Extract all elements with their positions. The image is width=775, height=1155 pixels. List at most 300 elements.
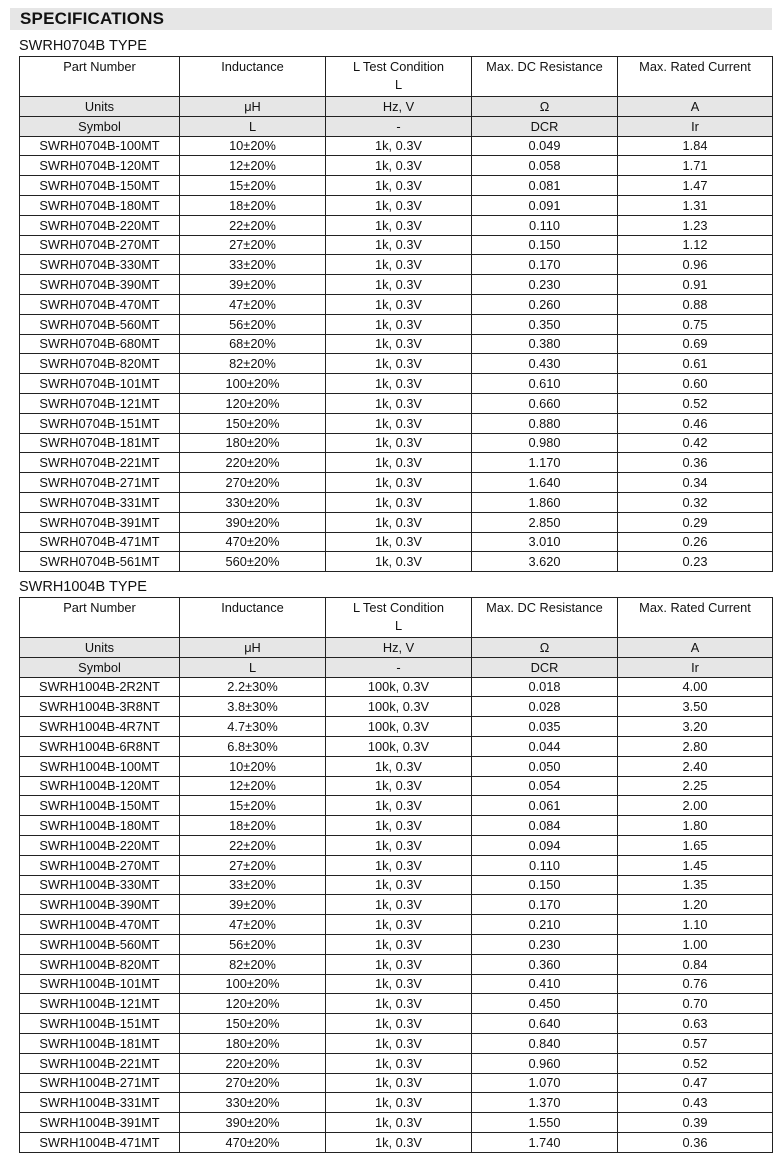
dcr-cell: 0.260 — [472, 294, 618, 314]
inductance-cell: 47±20% — [180, 294, 326, 314]
symbol-cell: Ir — [618, 116, 773, 136]
inductance-cell: 10±20% — [180, 136, 326, 156]
inductance-cell: 100±20% — [180, 974, 326, 994]
table-row — [20, 552, 773, 572]
inductance-cell: 82±20% — [180, 954, 326, 974]
table-row — [20, 756, 773, 776]
test-condition-cell: 1k, 0.3V — [326, 994, 472, 1014]
rated-current-cell: 1.71 — [618, 156, 773, 176]
inductance-cell: 100±20% — [180, 374, 326, 394]
rated-current-cell: 0.84 — [618, 954, 773, 974]
rated-current-cell: 0.96 — [618, 255, 773, 275]
dcr-cell: 0.081 — [472, 176, 618, 196]
rated-current-cell: 0.52 — [618, 1053, 773, 1073]
test-condition-cell: 1k, 0.3V — [326, 875, 472, 895]
part-number-cell: SWRH1004B-560MT — [20, 934, 180, 954]
test-condition-cell: 1k, 0.3V — [326, 1073, 472, 1093]
inductance-cell: 330±20% — [180, 1093, 326, 1113]
rated-current-cell: 0.29 — [618, 512, 773, 532]
inductance-cell: 39±20% — [180, 275, 326, 295]
dcr-cell: 0.110 — [472, 215, 618, 235]
table-row — [20, 453, 773, 473]
test-condition-cell: 1k, 0.3V — [326, 756, 472, 776]
dcr-cell: 1.370 — [472, 1093, 618, 1113]
symbol-cell: Symbol — [20, 116, 180, 136]
part-number-cell: SWRH0704B-181MT — [20, 433, 180, 453]
inductance-cell: 33±20% — [180, 255, 326, 275]
part-number-cell: SWRH0704B-471MT — [20, 532, 180, 552]
header-row — [20, 598, 773, 638]
units-cell: Ω — [472, 638, 618, 658]
inductance-cell: 330±20% — [180, 492, 326, 512]
header-inductance: Inductance — [180, 598, 326, 638]
test-condition-cell: 1k, 0.3V — [326, 215, 472, 235]
inductance-cell: 220±20% — [180, 453, 326, 473]
header-test-condition — [326, 598, 472, 638]
part-number-cell: SWRH0704B-271MT — [20, 473, 180, 493]
inductance-cell: 15±20% — [180, 176, 326, 196]
dcr-cell: 0.058 — [472, 156, 618, 176]
table-row — [20, 915, 773, 935]
inductance-cell: 180±20% — [180, 433, 326, 453]
inductance-cell: 12±20% — [180, 156, 326, 176]
part-number-cell: SWRH0704B-100MT — [20, 136, 180, 156]
inductance-cell: 4.7±30% — [180, 717, 326, 737]
part-number-cell: SWRH0704B-150MT — [20, 176, 180, 196]
symbol-cell: Symbol — [20, 657, 180, 677]
units-cell: Ω — [472, 97, 618, 117]
part-number-cell: SWRH1004B-2R2NT — [20, 677, 180, 697]
test-condition-cell: 1k, 0.3V — [326, 796, 472, 816]
symbol-cell: L — [180, 657, 326, 677]
dcr-cell: 0.049 — [472, 136, 618, 156]
table-row — [20, 677, 773, 697]
test-condition-cell: 1k, 0.3V — [326, 552, 472, 572]
test-condition-cell: 1k, 0.3V — [326, 934, 472, 954]
units-cell: Hz, V — [326, 97, 472, 117]
table-row — [20, 796, 773, 816]
table-row — [20, 156, 773, 176]
table-row — [20, 532, 773, 552]
rated-current-cell: 0.42 — [618, 433, 773, 453]
inductance-cell: 47±20% — [180, 915, 326, 935]
table-row — [20, 875, 773, 895]
dcr-cell: 0.840 — [472, 1033, 618, 1053]
dcr-cell: 0.054 — [472, 776, 618, 796]
table-row — [20, 314, 773, 334]
rated-current-cell: 1.47 — [618, 176, 773, 196]
rated-current-cell: 3.50 — [618, 697, 773, 717]
test-condition-cell: 1k, 0.3V — [326, 294, 472, 314]
inductance-cell: 390±20% — [180, 512, 326, 532]
dcr-cell: 0.360 — [472, 954, 618, 974]
part-number-cell: SWRH0704B-220MT — [20, 215, 180, 235]
header-test-condition-label: L Test Condition — [352, 600, 445, 615]
inductance-cell: 3.8±30% — [180, 697, 326, 717]
dcr-cell: 3.620 — [472, 552, 618, 572]
header-test-condition — [326, 57, 472, 97]
part-number-cell: SWRH1004B-270MT — [20, 855, 180, 875]
rated-current-cell: 0.34 — [618, 473, 773, 493]
units-cell: Hz, V — [326, 638, 472, 658]
table-row — [20, 1132, 773, 1152]
test-condition-cell: 1k, 0.3V — [326, 835, 472, 855]
table-row — [20, 994, 773, 1014]
table-row — [20, 697, 773, 717]
test-condition-cell: 1k, 0.3V — [326, 136, 472, 156]
test-condition-cell: 1k, 0.3V — [326, 776, 472, 796]
type-label-swrh1004b: SWRH1004B TYPE — [19, 579, 147, 595]
header-row — [20, 57, 773, 97]
part-number-cell: SWRH1004B-101MT — [20, 974, 180, 994]
table-row — [20, 717, 773, 737]
rated-current-cell: 1.80 — [618, 816, 773, 836]
inductance-cell: 560±20% — [180, 552, 326, 572]
table-row — [20, 393, 773, 413]
test-condition-cell: 1k, 0.3V — [326, 195, 472, 215]
dcr-cell: 0.035 — [472, 717, 618, 737]
table-row — [20, 1053, 773, 1073]
table-row — [20, 934, 773, 954]
part-number-cell: SWRH1004B-220MT — [20, 835, 180, 855]
test-condition-cell: 1k, 0.3V — [326, 393, 472, 413]
dcr-cell: 0.230 — [472, 934, 618, 954]
dcr-cell: 0.094 — [472, 835, 618, 855]
test-condition-cell: 1k, 0.3V — [326, 354, 472, 374]
rated-current-cell: 1.12 — [618, 235, 773, 255]
header-current: Max. Rated Current — [618, 57, 773, 97]
table-row — [20, 354, 773, 374]
rated-current-cell: 0.76 — [618, 974, 773, 994]
table-body — [20, 136, 773, 572]
part-number-cell: SWRH0704B-680MT — [20, 334, 180, 354]
part-number-cell: SWRH0704B-391MT — [20, 512, 180, 532]
inductance-cell: 18±20% — [180, 816, 326, 836]
inductance-cell: 150±20% — [180, 1014, 326, 1034]
table-row — [20, 1033, 773, 1053]
rated-current-cell: 0.61 — [618, 354, 773, 374]
test-condition-cell: 100k, 0.3V — [326, 736, 472, 756]
inductance-cell: 12±20% — [180, 776, 326, 796]
units-cell: Units — [20, 97, 180, 117]
rated-current-cell: 0.46 — [618, 413, 773, 433]
header-dcr: Max. DC Resistance — [472, 57, 618, 97]
dcr-cell: 0.610 — [472, 374, 618, 394]
spec-table-swrh1004b — [19, 597, 773, 1153]
dcr-cell: 1.860 — [472, 492, 618, 512]
dcr-cell: 0.150 — [472, 235, 618, 255]
inductance-cell: 56±20% — [180, 314, 326, 334]
rated-current-cell: 0.52 — [618, 393, 773, 413]
part-number-cell: SWRH1004B-271MT — [20, 1073, 180, 1093]
test-condition-cell: 1k, 0.3V — [326, 235, 472, 255]
rated-current-cell: 0.36 — [618, 453, 773, 473]
table-row — [20, 1093, 773, 1113]
table-row — [20, 736, 773, 756]
inductance-cell: 2.2±30% — [180, 677, 326, 697]
test-condition-cell: 1k, 0.3V — [326, 453, 472, 473]
header-test-condition-sub: L — [394, 77, 403, 92]
part-number-cell: SWRH0704B-390MT — [20, 275, 180, 295]
dcr-cell: 1.740 — [472, 1132, 618, 1152]
part-number-cell: SWRH1004B-390MT — [20, 895, 180, 915]
header-part-number: Part Number — [20, 598, 180, 638]
rated-current-cell: 1.20 — [618, 895, 773, 915]
dcr-cell: 0.210 — [472, 915, 618, 935]
test-condition-cell: 1k, 0.3V — [326, 915, 472, 935]
test-condition-cell: 1k, 0.3V — [326, 954, 472, 974]
symbol-cell: Ir — [618, 657, 773, 677]
inductance-cell: 27±20% — [180, 855, 326, 875]
part-number-cell: SWRH1004B-330MT — [20, 875, 180, 895]
test-condition-cell: 1k, 0.3V — [326, 816, 472, 836]
rated-current-cell: 3.20 — [618, 717, 773, 737]
spec-table-swrh0704b — [19, 56, 773, 572]
type-label-swrh0704b: SWRH0704B TYPE — [19, 38, 147, 54]
part-number-cell: SWRH1004B-470MT — [20, 915, 180, 935]
dcr-cell: 0.061 — [472, 796, 618, 816]
symbol-cell: DCR — [472, 116, 618, 136]
inductance-cell: 150±20% — [180, 413, 326, 433]
dcr-cell: 0.170 — [472, 255, 618, 275]
part-number-cell: SWRH0704B-470MT — [20, 294, 180, 314]
rated-current-cell: 2.25 — [618, 776, 773, 796]
part-number-cell: SWRH1004B-471MT — [20, 1132, 180, 1152]
test-condition-cell: 1k, 0.3V — [326, 275, 472, 295]
part-number-cell: SWRH1004B-331MT — [20, 1093, 180, 1113]
test-condition-cell: 1k, 0.3V — [326, 1093, 472, 1113]
table-row — [20, 974, 773, 994]
table-row — [20, 413, 773, 433]
header-test-condition-sub: L — [394, 618, 403, 633]
test-condition-cell: 1k, 0.3V — [326, 413, 472, 433]
test-condition-cell: 1k, 0.3V — [326, 156, 472, 176]
test-condition-cell: 1k, 0.3V — [326, 314, 472, 334]
test-condition-cell: 1k, 0.3V — [326, 974, 472, 994]
table-row — [20, 215, 773, 235]
inductance-cell: 27±20% — [180, 235, 326, 255]
part-number-cell: SWRH1004B-180MT — [20, 816, 180, 836]
part-number-cell: SWRH0704B-270MT — [20, 235, 180, 255]
test-condition-cell: 100k, 0.3V — [326, 697, 472, 717]
rated-current-cell: 0.26 — [618, 532, 773, 552]
test-condition-cell: 1k, 0.3V — [326, 855, 472, 875]
table-row — [20, 816, 773, 836]
inductance-cell: 18±20% — [180, 195, 326, 215]
table-row — [20, 1014, 773, 1034]
inductance-cell: 470±20% — [180, 1132, 326, 1152]
symbol-cell: L — [180, 116, 326, 136]
part-number-cell: SWRH1004B-391MT — [20, 1113, 180, 1133]
units-cell: Units — [20, 638, 180, 658]
rated-current-cell: 1.10 — [618, 915, 773, 935]
test-condition-cell: 1k, 0.3V — [326, 1014, 472, 1034]
part-number-cell: SWRH0704B-561MT — [20, 552, 180, 572]
test-condition-cell: 1k, 0.3V — [326, 334, 472, 354]
dcr-cell: 0.150 — [472, 875, 618, 895]
symbol-row — [20, 116, 773, 136]
dcr-cell: 3.010 — [472, 532, 618, 552]
rated-current-cell: 0.91 — [618, 275, 773, 295]
test-condition-cell: 1k, 0.3V — [326, 1113, 472, 1133]
part-number-cell: SWRH0704B-151MT — [20, 413, 180, 433]
rated-current-cell: 2.00 — [618, 796, 773, 816]
rated-current-cell: 1.35 — [618, 875, 773, 895]
dcr-cell: 0.084 — [472, 816, 618, 836]
table-row — [20, 1113, 773, 1133]
part-number-cell: SWRH1004B-151MT — [20, 1014, 180, 1034]
units-cell: μH — [180, 638, 326, 658]
test-condition-cell: 1k, 0.3V — [326, 255, 472, 275]
test-condition-cell: 100k, 0.3V — [326, 677, 472, 697]
inductance-cell: 82±20% — [180, 354, 326, 374]
rated-current-cell: 0.75 — [618, 314, 773, 334]
inductance-cell: 470±20% — [180, 532, 326, 552]
part-number-cell: SWRH1004B-100MT — [20, 756, 180, 776]
dcr-cell: 0.050 — [472, 756, 618, 776]
test-condition-cell: 1k, 0.3V — [326, 532, 472, 552]
dcr-cell: 0.110 — [472, 855, 618, 875]
units-row — [20, 638, 773, 658]
table-row — [20, 235, 773, 255]
rated-current-cell: 0.43 — [618, 1093, 773, 1113]
rated-current-cell: 0.69 — [618, 334, 773, 354]
dcr-cell: 1.170 — [472, 453, 618, 473]
test-condition-cell: 1k, 0.3V — [326, 473, 472, 493]
rated-current-cell: 1.65 — [618, 835, 773, 855]
rated-current-cell: 0.32 — [618, 492, 773, 512]
part-number-cell: SWRH0704B-331MT — [20, 492, 180, 512]
dcr-cell: 0.430 — [472, 354, 618, 374]
dcr-cell: 0.960 — [472, 1053, 618, 1073]
inductance-cell: 33±20% — [180, 875, 326, 895]
test-condition-cell: 1k, 0.3V — [326, 374, 472, 394]
table-row — [20, 954, 773, 974]
units-row — [20, 97, 773, 117]
inductance-cell: 22±20% — [180, 215, 326, 235]
rated-current-cell: 0.39 — [618, 1113, 773, 1133]
units-cell: A — [618, 638, 773, 658]
inductance-cell: 180±20% — [180, 1033, 326, 1053]
units-cell: μH — [180, 97, 326, 117]
inductance-cell: 390±20% — [180, 1113, 326, 1133]
rated-current-cell: 0.23 — [618, 552, 773, 572]
rated-current-cell: 1.00 — [618, 934, 773, 954]
inductance-cell: 39±20% — [180, 895, 326, 915]
dcr-cell: 0.410 — [472, 974, 618, 994]
part-number-cell: SWRH1004B-6R8NT — [20, 736, 180, 756]
page-title: SPECIFICATIONS — [20, 9, 165, 28]
units-cell: A — [618, 97, 773, 117]
table-body — [20, 677, 773, 1152]
header-part-number: Part Number — [20, 57, 180, 97]
rated-current-cell: 0.63 — [618, 1014, 773, 1034]
table-row — [20, 776, 773, 796]
part-number-cell: SWRH0704B-560MT — [20, 314, 180, 334]
part-number-cell: SWRH0704B-221MT — [20, 453, 180, 473]
test-condition-cell: 1k, 0.3V — [326, 1033, 472, 1053]
part-number-cell: SWRH1004B-221MT — [20, 1053, 180, 1073]
part-number-cell: SWRH0704B-820MT — [20, 354, 180, 374]
inductance-cell: 120±20% — [180, 393, 326, 413]
test-condition-cell: 1k, 0.3V — [326, 433, 472, 453]
header-dcr: Max. DC Resistance — [472, 598, 618, 638]
rated-current-cell: 0.70 — [618, 994, 773, 1014]
rated-current-cell: 0.47 — [618, 1073, 773, 1093]
table-row — [20, 176, 773, 196]
table-row — [20, 855, 773, 875]
table-row — [20, 275, 773, 295]
rated-current-cell: 0.57 — [618, 1033, 773, 1053]
table-row — [20, 195, 773, 215]
test-condition-cell: 1k, 0.3V — [326, 176, 472, 196]
part-number-cell: SWRH1004B-4R7NT — [20, 717, 180, 737]
table-row — [20, 334, 773, 354]
rated-current-cell: 0.88 — [618, 294, 773, 314]
inductance-cell: 22±20% — [180, 835, 326, 855]
rated-current-cell: 2.40 — [618, 756, 773, 776]
header-current: Max. Rated Current — [618, 598, 773, 638]
dcr-cell: 0.230 — [472, 275, 618, 295]
table-row — [20, 512, 773, 532]
dcr-cell: 0.028 — [472, 697, 618, 717]
dcr-cell: 0.640 — [472, 1014, 618, 1034]
part-number-cell: SWRH1004B-121MT — [20, 994, 180, 1014]
part-number-cell: SWRH0704B-101MT — [20, 374, 180, 394]
dcr-cell: 0.980 — [472, 433, 618, 453]
dcr-cell: 2.850 — [472, 512, 618, 532]
inductance-cell: 6.8±30% — [180, 736, 326, 756]
dcr-cell: 0.018 — [472, 677, 618, 697]
dcr-cell: 0.450 — [472, 994, 618, 1014]
rated-current-cell: 1.45 — [618, 855, 773, 875]
rated-current-cell: 1.23 — [618, 215, 773, 235]
table-row — [20, 835, 773, 855]
table-row — [20, 473, 773, 493]
header-inductance: Inductance — [180, 57, 326, 97]
inductance-cell: 56±20% — [180, 934, 326, 954]
part-number-cell: SWRH0704B-121MT — [20, 393, 180, 413]
dcr-cell: 0.350 — [472, 314, 618, 334]
table-row — [20, 1073, 773, 1093]
part-number-cell: SWRH0704B-180MT — [20, 195, 180, 215]
test-condition-cell: 1k, 0.3V — [326, 492, 472, 512]
symbol-cell: - — [326, 657, 472, 677]
inductance-cell: 15±20% — [180, 796, 326, 816]
rated-current-cell: 2.80 — [618, 736, 773, 756]
rated-current-cell: 0.60 — [618, 374, 773, 394]
symbol-cell: - — [326, 116, 472, 136]
part-number-cell: SWRH1004B-820MT — [20, 954, 180, 974]
dcr-cell: 0.880 — [472, 413, 618, 433]
rated-current-cell: 4.00 — [618, 677, 773, 697]
part-number-cell: SWRH0704B-120MT — [20, 156, 180, 176]
symbol-cell: DCR — [472, 657, 618, 677]
test-condition-cell: 100k, 0.3V — [326, 717, 472, 737]
inductance-cell: 270±20% — [180, 473, 326, 493]
rated-current-cell: 0.36 — [618, 1132, 773, 1152]
dcr-cell: 1.640 — [472, 473, 618, 493]
rated-current-cell: 1.31 — [618, 195, 773, 215]
rated-current-cell: 1.84 — [618, 136, 773, 156]
inductance-cell: 120±20% — [180, 994, 326, 1014]
table-row — [20, 294, 773, 314]
test-condition-cell: 1k, 0.3V — [326, 1132, 472, 1152]
header-test-condition-label: L Test Condition — [352, 59, 445, 74]
table-row — [20, 492, 773, 512]
part-number-cell: SWRH0704B-330MT — [20, 255, 180, 275]
test-condition-cell: 1k, 0.3V — [326, 512, 472, 532]
